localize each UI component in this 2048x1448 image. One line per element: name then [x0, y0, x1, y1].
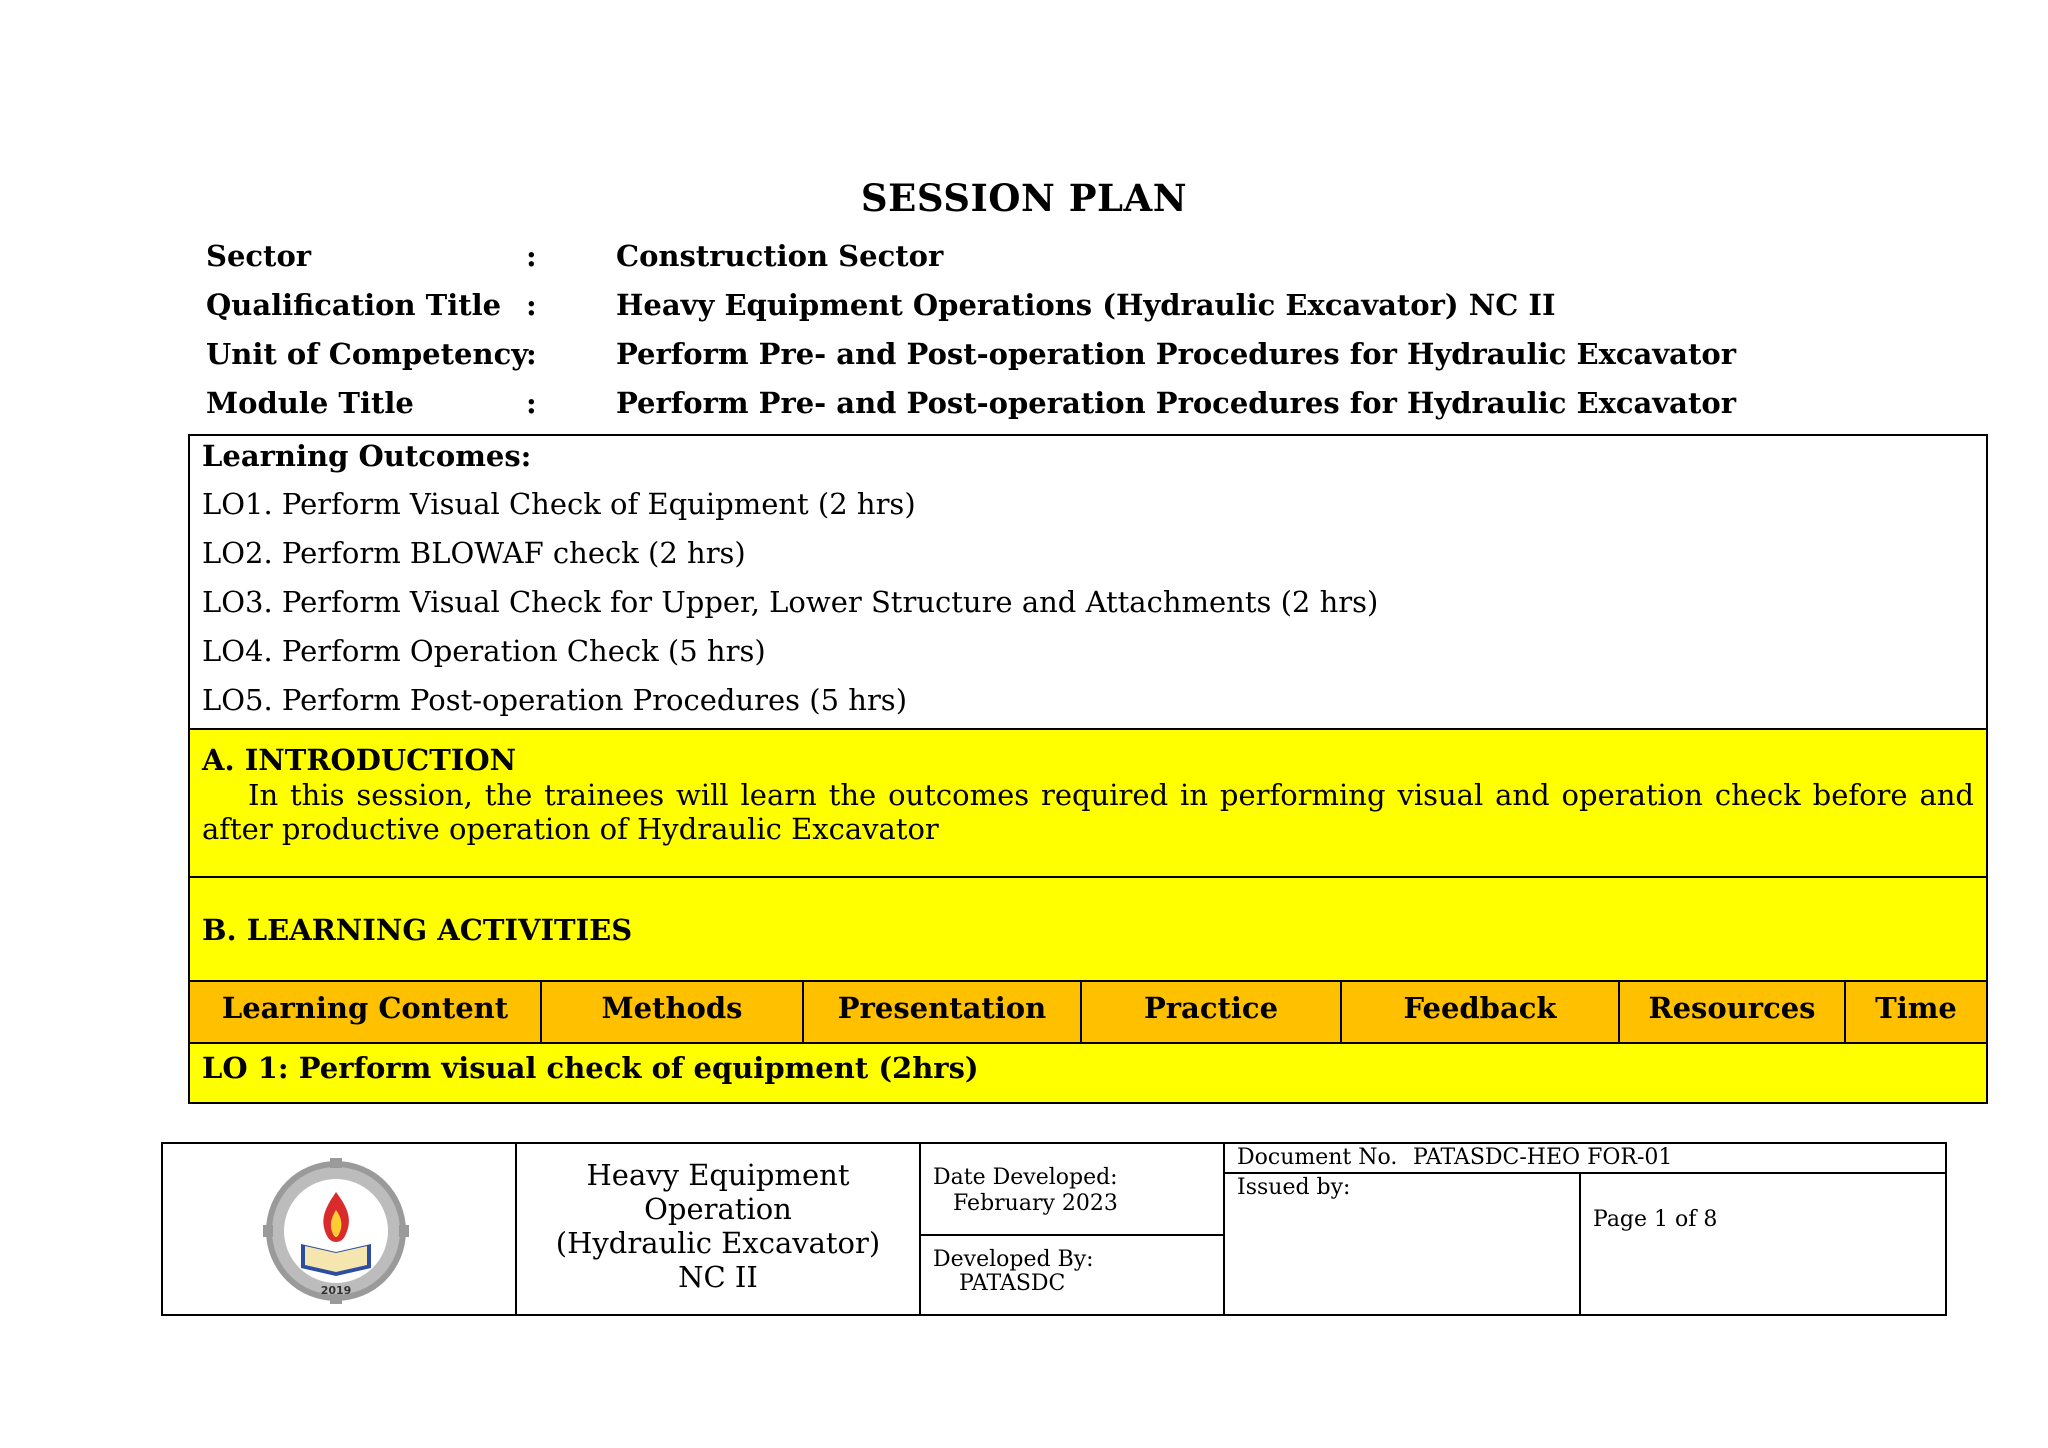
- meta-colon: :: [526, 288, 537, 322]
- footer-qualification-cell: [517, 1144, 921, 1314]
- svg-text:2019: 2019: [320, 1284, 352, 1297]
- column-header-resources: Resources: [1620, 982, 1846, 1042]
- learning-outcome-item: LO4. Perform Operation Check (5 hrs): [202, 634, 766, 668]
- document-number-label: Document No.: [1237, 1145, 1398, 1170]
- date-developed-box: [921, 1144, 1223, 1236]
- introduction-heading: A. INTRODUCTION: [202, 743, 517, 777]
- issued-by-box: [1225, 1174, 1581, 1314]
- learning-outcomes-section: [190, 436, 1986, 730]
- column-header-time: Time: [1875, 991, 1957, 1025]
- session-plan-table: [188, 434, 1988, 1104]
- introduction-section: [190, 730, 1986, 878]
- developed-by-box: [921, 1236, 1223, 1314]
- learning-outcome-item: LO3. Perform Visual Check for Upper, Lower Structure and Attachments (2 hrs): [202, 585, 1379, 619]
- institution-logo: [253, 1158, 419, 1304]
- meta-label: Unit of Competency: [206, 337, 529, 371]
- column-header-presentation: Presentation: [804, 982, 1082, 1042]
- column-header-learning-content: Learning Content: [190, 982, 542, 1042]
- meta-colon: :: [526, 386, 537, 420]
- footer-qualification-text: [517, 1158, 919, 1294]
- document-number-value: PATASDC-HEO FOR-01: [1413, 1145, 1673, 1170]
- footer-document-cell: [1225, 1144, 1945, 1314]
- learning-outcomes-heading: Learning Outcomes:: [202, 439, 532, 473]
- document-number-row: [1225, 1144, 1945, 1174]
- introduction-body: In this session, the trainees will learn the outcomes required in performing visual and operation check before and after productive operation of Hydraulic Excavator: [202, 778, 1974, 846]
- meta-value: Construction Sector: [616, 239, 944, 273]
- learning-outcome-item: LO1. Perform Visual Check of Equipment (2 hrs): [202, 487, 916, 521]
- column-header-practice: Practice: [1082, 982, 1342, 1042]
- footer-dates-cell: [921, 1144, 1225, 1314]
- qualification-line: NC II: [678, 1260, 758, 1294]
- date-developed-label: Date Developed:: [933, 1165, 1118, 1190]
- meta-label: Module Title: [206, 386, 414, 420]
- page-title: SESSION PLAN: [860, 176, 1188, 220]
- column-header-methods: Methods: [542, 982, 804, 1042]
- activities-column-headers: [190, 982, 1986, 1044]
- learning-outcome-item: LO5. Perform Post-operation Procedures (5 hrs): [202, 683, 908, 717]
- document-footer: [161, 1142, 1947, 1316]
- meta-label: Qualification Title: [206, 288, 502, 322]
- meta-label: Sector: [206, 239, 312, 273]
- qualification-line: Heavy Equipment: [586, 1158, 850, 1192]
- meta-value: Perform Pre- and Post-operation Procedures for Hydraulic Excavator: [616, 386, 1736, 420]
- qualification-line: Operation: [644, 1192, 792, 1226]
- learning-activities-section: [190, 878, 1986, 982]
- footer-logo-cell: [163, 1144, 517, 1314]
- meta-colon: :: [526, 239, 537, 273]
- lo1-row-text: LO 1: Perform visual check of equipment (2hrs): [202, 1051, 979, 1085]
- column-header-feedback: Feedback: [1342, 982, 1620, 1042]
- developed-by-label: Developed By:: [933, 1247, 1094, 1272]
- meta-colon: :: [526, 337, 537, 371]
- qualification-line: (Hydraulic Excavator): [555, 1226, 881, 1260]
- date-developed-value: February 2023: [953, 1191, 1118, 1216]
- meta-value: Heavy Equipment Operations (Hydraulic Excavator) NC II: [616, 288, 1556, 322]
- lo1-row: [190, 1044, 1986, 1102]
- learning-activities-heading: B. LEARNING ACTIVITIES: [202, 913, 633, 947]
- developed-by-value: PATASDC: [959, 1271, 1066, 1296]
- meta-value: Perform Pre- and Post-operation Procedures for Hydraulic Excavator: [616, 337, 1736, 371]
- learning-outcome-item: LO2. Perform BLOWAF check (2 hrs): [202, 536, 746, 570]
- issued-by-label: Issued by:: [1237, 1175, 1351, 1200]
- page-number: Page 1 of 8: [1593, 1207, 1718, 1232]
- page-number-box: [1581, 1174, 1945, 1314]
